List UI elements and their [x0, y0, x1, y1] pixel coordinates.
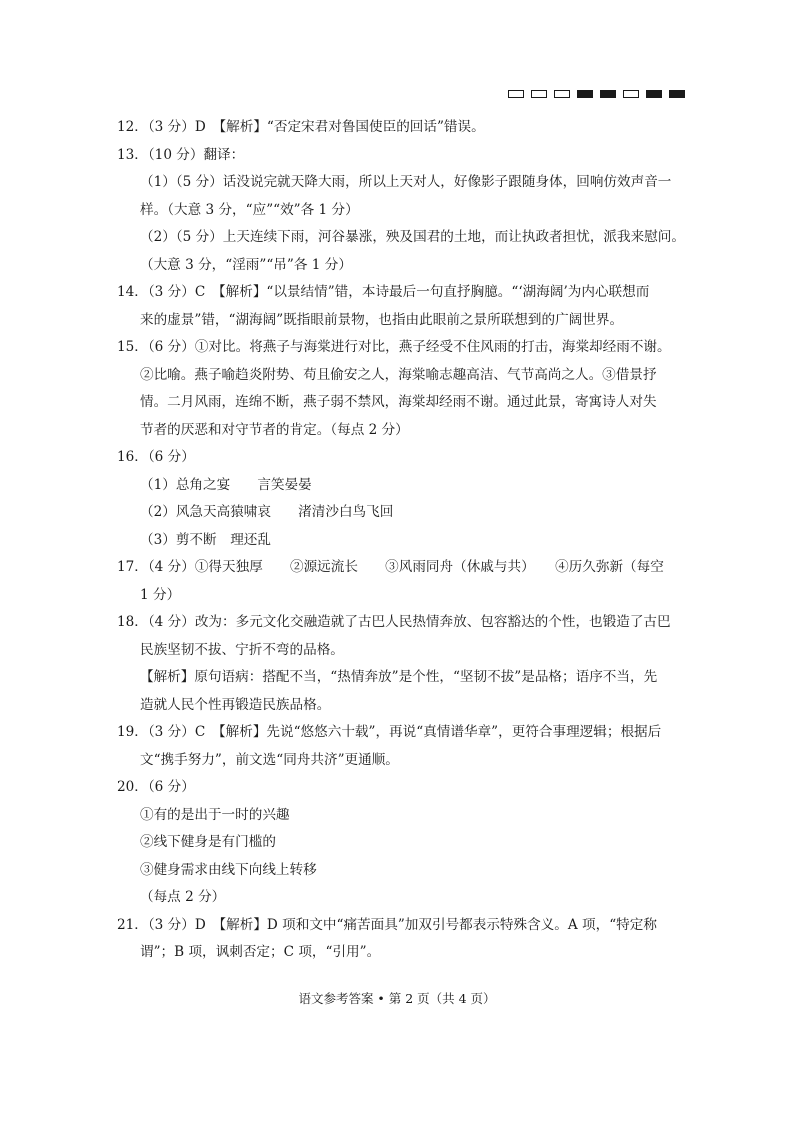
mark-filled: [600, 90, 616, 98]
answer-17: [117, 554, 689, 609]
answer-20-3: ③健身需求由线下向线上转移: [140, 861, 317, 878]
answer-20-score: （每点 2 分）: [140, 889, 226, 905]
mark-empty: [623, 90, 639, 98]
corner-marks: [508, 90, 685, 98]
answer-19-line2: 文“携手努力”，前文选“同舟共济”更通顺。: [140, 751, 399, 768]
answer-19-line1: 19．（3 分）C 【解析】先说“悠悠六十载”，再说“真情谱华章”，更符合事理逻辑；根据后: [117, 724, 662, 740]
answer-13: [117, 142, 689, 280]
answer-15-line1: 15．（6 分）①对比。将燕子与海棠进行对比，燕子经受不住风雨的打击，海棠却经雨不谢。: [117, 339, 671, 355]
answer-20-2: ②线下健身是有门槛的: [140, 834, 276, 850]
answer-14-line1: 14．（3 分）C 【解析】“以景结情”错，本诗最后一句直抒胸臆。“‘湖海阔’为内心联想而: [117, 284, 650, 300]
answer-21-line2: 谓”；B 项，讽刺否定；C 项，“引用”。: [140, 944, 381, 960]
answer-13-1a: （1）（5 分）话没说完就天降大雨，所以上天对人，好像影子跟随身体，回响仿效声音一: [140, 174, 672, 190]
answer-16-head: 16．（6 分）: [117, 449, 195, 465]
answer-19: [117, 719, 689, 774]
mark-filled: [646, 90, 662, 98]
mark-empty: [508, 90, 524, 98]
answer-18-line2: 民族坚韧不拔、宁折不弯的品格。: [140, 641, 344, 658]
mark-filled: [669, 90, 685, 98]
answer-20-1: ①有的是出于一时的兴趣: [140, 806, 290, 823]
mark-empty: [531, 90, 547, 98]
answer-21: [117, 912, 689, 967]
answer-15-line2: ②比喻。燕子喻趋炎附势、苟且偷安之人，海棠喻志趣高洁、气节高尚之人。③借景抒: [140, 366, 657, 383]
mark-empty: [554, 90, 570, 98]
answer-15-line4: 节者的厌恶和对守节者的肯定。（每点 2 分）: [140, 421, 409, 438]
answer-14-line2: 来的虚景”错，“湖海阔”既指眼前景物，也指由此眼前之景所联想到的广阔世界。: [140, 311, 624, 328]
answer-18-analysis: 【解析】原句语病：搭配不当，“热情奔放”是个性，“坚韧不拔”是品格；语序不当，先: [140, 669, 658, 685]
answer-18-line1: 18．（4 分）改为：多元文化交融造就了古巴人民热情奔放、包容豁达的个性，也锻造了古巴: [117, 614, 671, 630]
answer-16-3: （3）剪不断 理还乱: [140, 531, 271, 548]
answer-13-head: 13．（10 分）翻译：: [117, 146, 245, 163]
answer-16: [117, 444, 689, 554]
answer-13-2a: （2）（5 分）上天连续下雨，河谷暴涨，殃及国君的土地，而让执政者担忧，派我来慰问。: [140, 229, 685, 245]
answer-15-line3: 情。二月风雨，连绵不断，燕子弱不禁风，海棠却经雨不谢。通过此景，寄寓诗人对失: [140, 394, 657, 410]
answer-21-line1: 21．（3 分）D 【解析】D 项和文中“痛苦面具”加双引号都表示特殊含义。A 项，“特定称: [117, 916, 657, 933]
mark-filled: [577, 90, 593, 98]
answer-16-1: （1）总角之宴 言笑晏晏: [140, 476, 312, 493]
answer-body: [117, 114, 689, 967]
answer-12: 12．（3 分）D 【解析】“否定宋君对鲁国使臣的回话”错误。: [117, 119, 485, 135]
page-footer: 语文参考答案 • 第 2 页（共 4 页）: [298, 991, 496, 1006]
answer-17-line2: 1 分）: [140, 586, 181, 603]
answer-13-1b: 样。（大意 3 分，“应”“效”各 1 分）: [140, 201, 359, 218]
answer-14: [117, 279, 689, 334]
answer-15: [117, 334, 689, 444]
answer-16-2: （2）风急天高猿啸哀 渚清沙白鸟飞回: [140, 504, 394, 520]
answer-13-2b: （大意 3 分，“淫雨”“吊”各 1 分）: [140, 256, 352, 273]
answer-17-line1: 17．（4 分）①得天独厚 ②源远流长 ③风雨同舟（休戚与共） ④历久弥新（每空: [117, 559, 664, 575]
answer-20: [117, 774, 689, 912]
answer-18: [117, 609, 689, 719]
answer-18-line4: 造就人民个性再锻造民族品格。: [140, 696, 331, 713]
answer-20-head: 20．（6 分）: [117, 779, 195, 795]
